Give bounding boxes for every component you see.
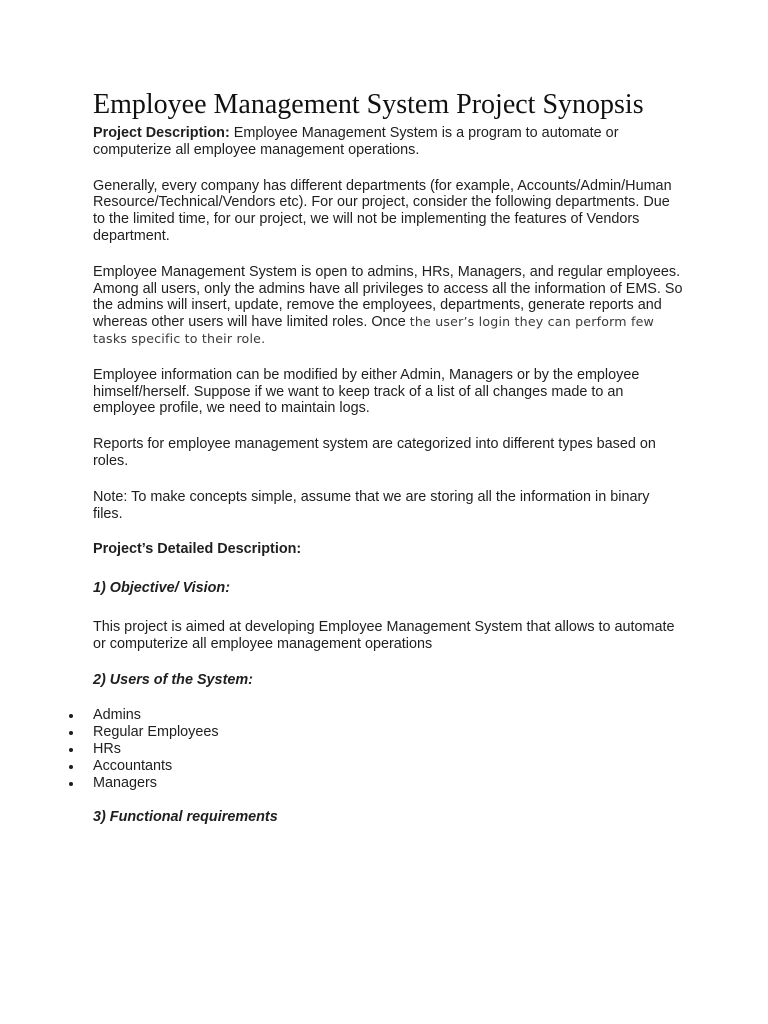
- document-title: Employee Management System Project Synopsis: [93, 89, 644, 120]
- list-item-text: Managers: [93, 774, 157, 791]
- list-item: [93, 741, 683, 758]
- list-item-text: HRs: [93, 740, 121, 757]
- project-description-text: Employee Management System is a program to automate or computerize all employee management operations.: [93, 125, 619, 158]
- project-description-label: Project Description:: [93, 125, 230, 141]
- users-list: [93, 707, 683, 791]
- functional-requirements-heading: 3) Functional requirements: [93, 809, 278, 826]
- list-item: [93, 758, 683, 775]
- ems-access-text: Employee Management System is open to admins, HRs, Managers, and regular employees. Among all users, only the admins have all privileges to access all the information of EMS. So the admins will insert, update, remove the employees, departments, generate reports and whereas other users will have limited roles. Once: [93, 263, 683, 331]
- project-description-paragraph: [93, 125, 683, 159]
- list-item: [93, 724, 683, 741]
- bullet-icon: [69, 765, 73, 769]
- bullet-icon: [69, 731, 73, 735]
- employee-info-paragraph: Employee information can be modified by either Admin, Managers or by the employee himself/herself. Suppose if we want to keep track of a list of all changes made to an employee profile, we need to maintain logs.: [93, 366, 640, 417]
- detailed-description-heading: Project’s Detailed Description:: [93, 541, 302, 558]
- users-heading: 2) Users of the System:: [93, 671, 253, 688]
- objective-heading: 1) Objective/ Vision:: [93, 580, 231, 597]
- document-body: [93, 88, 683, 848]
- list-item: [93, 707, 683, 724]
- bullet-icon: [69, 714, 73, 718]
- reports-paragraph: Reports for employee management system are categorized into different types based on roles.: [93, 436, 656, 469]
- ems-access-tail: the user’s login they can perform few tasks specific to their role.: [93, 314, 655, 346]
- bullet-icon: [69, 782, 73, 786]
- bullet-icon: [69, 748, 73, 752]
- note-paragraph: Note: To make concepts simple, assume that we are storing all the information in binary files.: [93, 488, 650, 522]
- ems-access-paragraph: [93, 264, 683, 348]
- list-item-text: Regular Employees: [93, 724, 219, 741]
- departments-paragraph: Generally, every company has different departments (for example, Accounts/Admin/Human Resource/Technical/Vendors etc). For our project, consider the following departments. Due to the limited time, for our project, we will not be implementing the features of Vendors department.: [93, 177, 672, 244]
- list-item-text: Admins: [93, 707, 141, 724]
- objective-paragraph: This project is aimed at developing Employee Management System that allows to automate or computerize all employee management operations: [93, 618, 675, 652]
- list-item: [93, 775, 683, 792]
- list-item-text: Accountants: [93, 757, 173, 774]
